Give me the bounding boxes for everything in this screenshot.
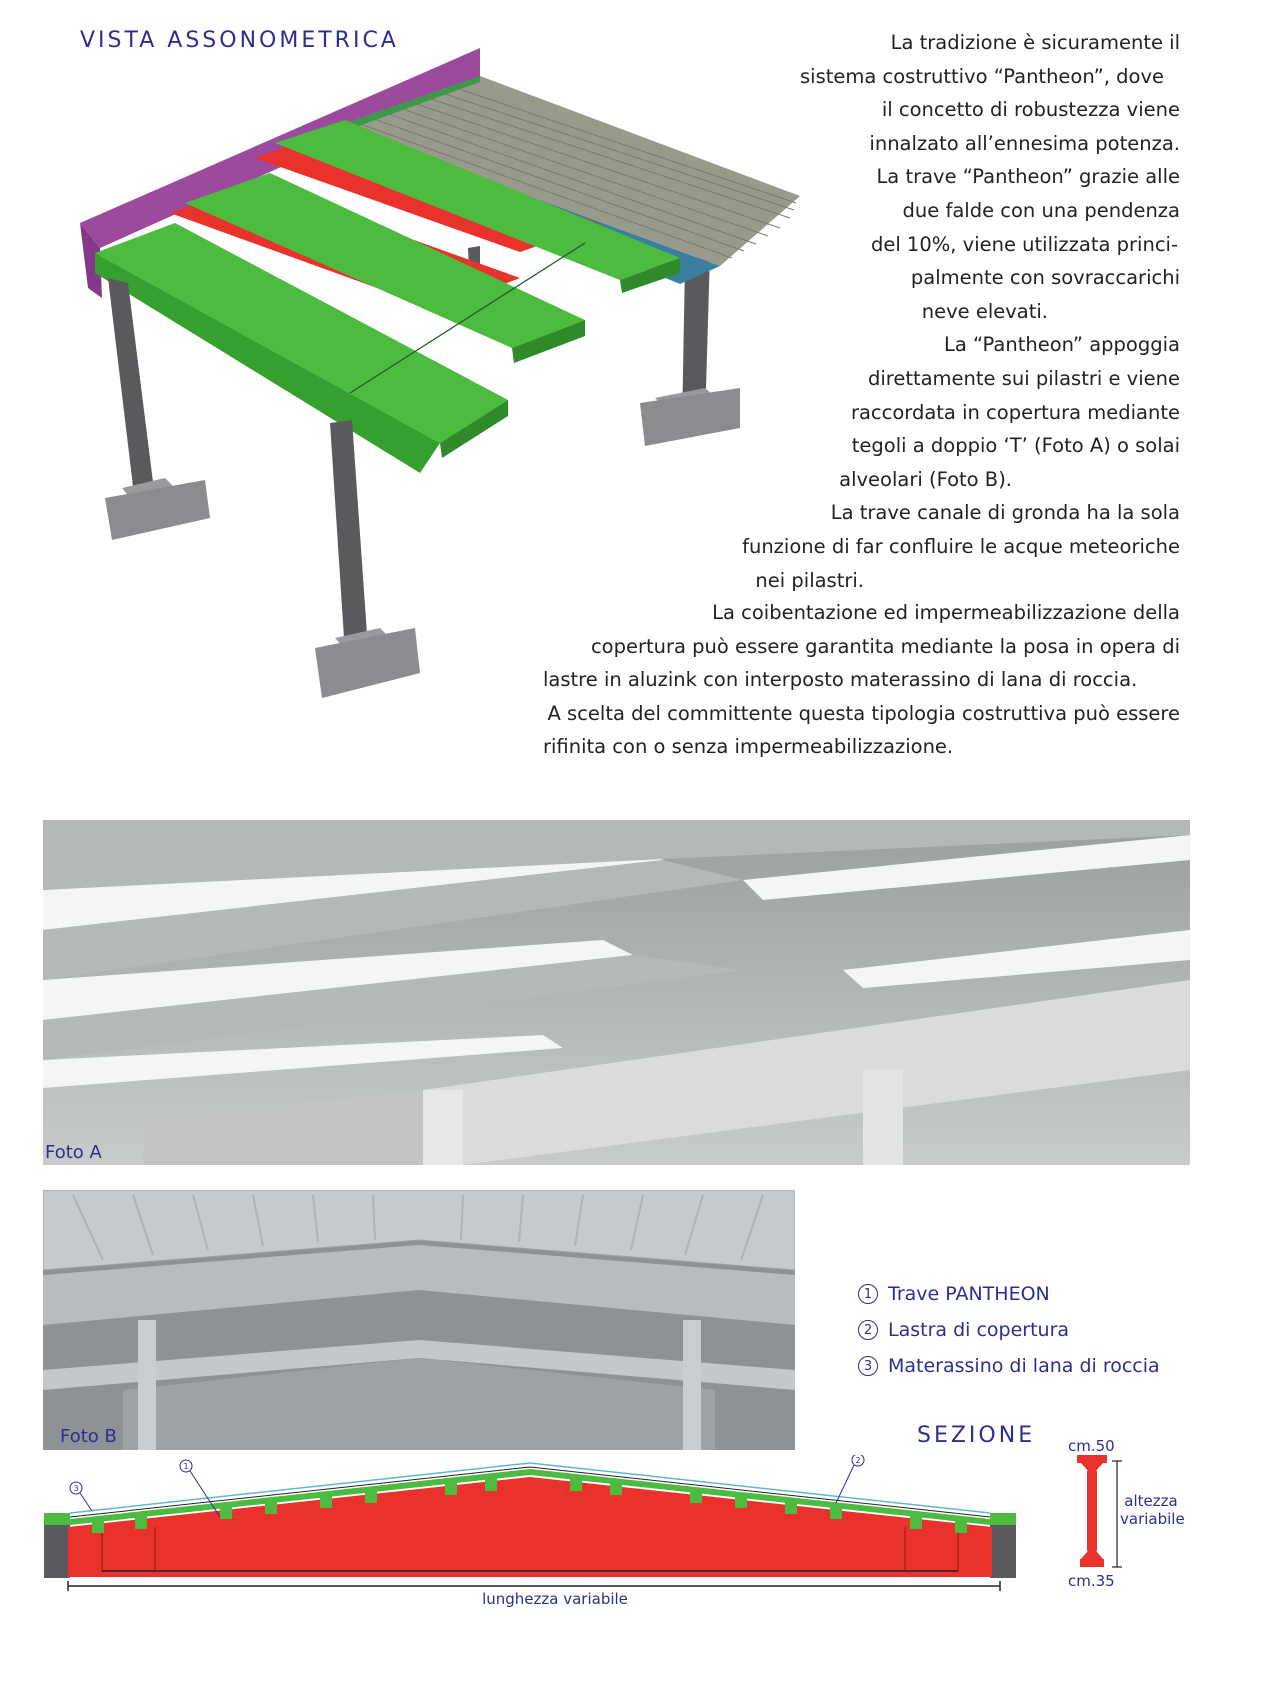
top-width-label: cm.50 [1068, 1437, 1115, 1455]
column-right [990, 1525, 1016, 1578]
legend-label: Lastra di copertura [888, 1319, 1070, 1341]
legend-item [858, 1276, 1160, 1312]
page-title: VISTA ASSONOMETRICA [80, 28, 399, 53]
text-line: il concetto di robustezza viene [881, 98, 1180, 122]
callout-2: 2 [855, 1456, 861, 1465]
text-line: La tradizione è sicuramente il [890, 31, 1180, 54]
column-front-center [330, 420, 368, 653]
legend-number: 1 [858, 1284, 878, 1304]
section-title: SEZIONE [917, 1423, 1036, 1448]
legend-item [858, 1348, 1160, 1384]
text-line: La coibentazione ed impermeabilizzazione della [712, 601, 1180, 624]
text-line: A scelta del committente questa tipologia costruttiva può essere [547, 701, 1180, 725]
text-line: La “Pantheon” appoggia [944, 333, 1180, 357]
plinth-front-left [105, 480, 210, 540]
legend-number: 3 [858, 1356, 878, 1376]
legend-item [858, 1312, 1160, 1348]
section-drawing [40, 1455, 1030, 1585]
callout-1: 1 [183, 1462, 189, 1471]
text-line: direttamente sui pilastri e viene [867, 366, 1180, 390]
text-line: nei pilastri. [755, 568, 864, 592]
text-line: funzione di far confluire le acque meteoriche [742, 534, 1180, 558]
text-line: innalzato all’ennesima potenza. [869, 131, 1180, 155]
height-label [1120, 1492, 1185, 1528]
bottom-width-label: cm.35 [1068, 1572, 1115, 1590]
description-text [540, 26, 1180, 597]
height-label-line2: variabile [1120, 1510, 1185, 1528]
photo-a-image [43, 820, 1190, 1165]
text-line: due falde con una pendenza [902, 198, 1180, 222]
photo-a-label: Foto A [45, 1142, 102, 1163]
text-line: alveolari (Foto B). [839, 467, 1012, 491]
text-line: del 10%, viene utilizzata princi- [870, 232, 1178, 256]
text-line: La trave “Pantheon” grazie alle [876, 165, 1180, 189]
legend-label: Materassino di lana di roccia [888, 1355, 1160, 1377]
height-label-line1: altezza [1124, 1492, 1178, 1510]
legend-number: 2 [858, 1320, 878, 1340]
photo-b-image [43, 1190, 795, 1450]
text-line: La trave canale di gronda ha la sola [830, 501, 1180, 525]
text-line: sistema costruttivo “Pantheon”, dove [800, 64, 1164, 88]
column-front-left [108, 278, 155, 503]
text-line: tegoli a doppio ‘T’ (Foto A) o solai [851, 434, 1180, 458]
photo-b-label: Foto B [60, 1426, 117, 1447]
length-label: lunghezza variabile [482, 1590, 628, 1608]
column-left [44, 1525, 70, 1578]
text-line: neve elevati. [921, 299, 1048, 323]
text-line: copertura può essere garantita mediante la posa in opera di [590, 634, 1180, 658]
text-line: raccordata in copertura mediante [850, 400, 1180, 424]
legend-label: Trave PANTHEON [888, 1283, 1050, 1305]
text-line: lastre in aluzink con interposto materassino di lana di roccia. [543, 668, 1138, 692]
photo-a [43, 820, 1190, 1165]
legend [858, 1276, 1160, 1384]
description-text-lower [543, 596, 1180, 764]
pantheon-beam [68, 1477, 992, 1577]
callout-3: 3 [73, 1484, 79, 1493]
plinth-front-center [315, 628, 420, 698]
text-line: palmente con sovraccarichi [910, 266, 1180, 290]
photo-b [43, 1190, 795, 1450]
text-line: rifinita con o senza impermeabilizzazione. [543, 735, 954, 759]
